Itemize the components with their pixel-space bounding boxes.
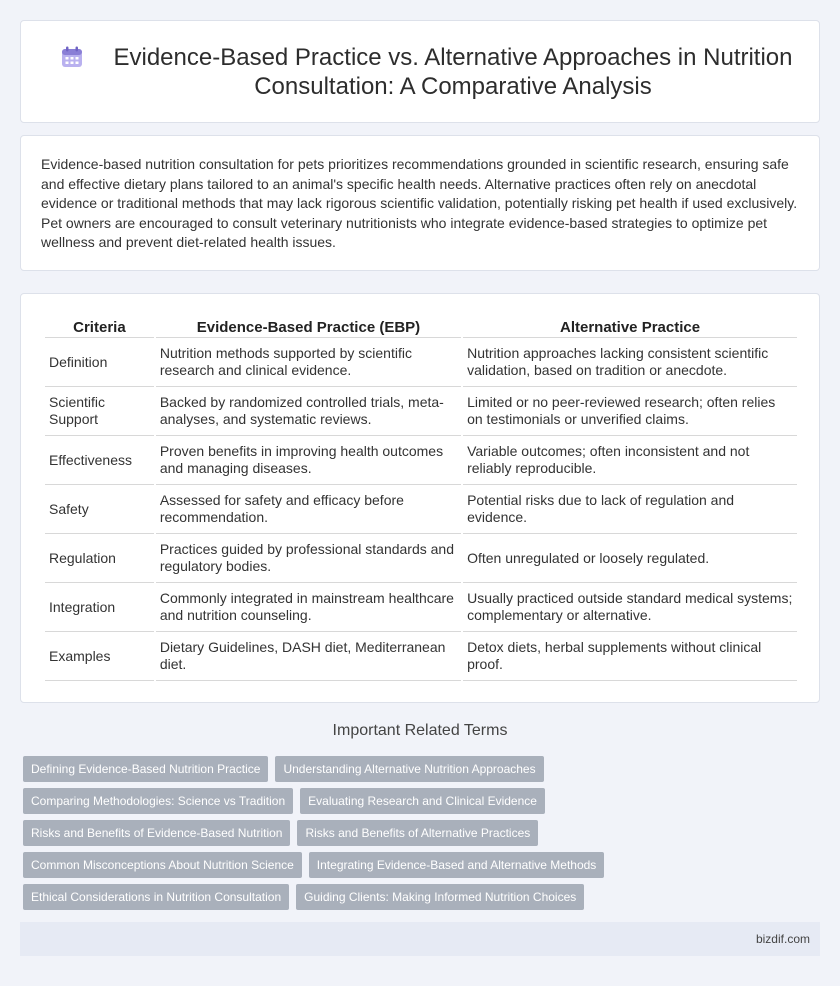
evidence-cell: Nutrition methods supported by scientific research and clinical evidence. [156, 338, 461, 387]
criteria-cell: Scientific Support [45, 387, 154, 436]
table-row [45, 632, 797, 681]
criteria-cell: Regulation [45, 534, 154, 583]
table-row [45, 485, 797, 534]
intro-paragraph: Evidence-based nutrition consultation for pets prioritizes recommendations grounded in scientific research, ensuring safe and effective dietary plans tailored to an animal's specific health needs. Alternative practices often rely on anecdotal evidence or traditional methods that may lack rigorous scientific validation, potentially risking pet health if used exclusively. Pet owners are encouraged to consult veterinary nutritionists who integrate evidence-based strategies to optimize pet wellness and prevent diet-related health issues. [41, 156, 798, 251]
evidence-cell: Dietary Guidelines, DASH diet, Mediterranean diet. [156, 632, 461, 681]
related-term-tag[interactable]: Guiding Clients: Making Informed Nutrition Choices [296, 884, 584, 910]
header-alternative: Alternative Practice [463, 314, 797, 338]
related-term-tag[interactable]: Risks and Benefits of Evidence-Based Nutrition [23, 820, 290, 846]
related-term-tag[interactable]: Common Misconceptions About Nutrition Science [23, 852, 302, 878]
table-row [45, 534, 797, 583]
table-header-row [45, 314, 797, 338]
related-term-tag[interactable]: Evaluating Research and Clinical Evidence [300, 788, 545, 814]
table-row [45, 583, 797, 632]
table-row [45, 436, 797, 485]
evidence-cell: Backed by randomized controlled trials, meta-analyses, and systematic reviews. [156, 387, 461, 436]
related-term-tag[interactable]: Ethical Considerations in Nutrition Consultation [23, 884, 289, 910]
criteria-cell: Effectiveness [45, 436, 154, 485]
evidence-cell: Proven benefits in improving health outcomes and managing diseases. [156, 436, 461, 485]
page-title: Evidence-Based Practice vs. Alternative Approaches in Nutrition Consultation: A Comparative Analysis [113, 43, 793, 100]
criteria-cell: Safety [45, 485, 154, 534]
calendar-icon [61, 46, 83, 68]
alternative-cell: Variable outcomes; often inconsistent and not reliably reproducible. [463, 436, 797, 485]
header-criteria: Criteria [45, 314, 154, 338]
footer [20, 922, 820, 956]
related-term-tag[interactable]: Integrating Evidence-Based and Alternative Methods [309, 852, 605, 878]
related-terms-list [23, 756, 819, 910]
evidence-cell: Practices guided by professional standards and regulatory bodies. [156, 534, 461, 583]
criteria-cell: Integration [45, 583, 154, 632]
alternative-cell: Usually practiced outside standard medical systems; complementary or alternative. [463, 583, 797, 632]
alternative-cell: Detox diets, herbal supplements without clinical proof. [463, 632, 797, 681]
evidence-cell: Commonly integrated in mainstream healthcare and nutrition counseling. [156, 583, 461, 632]
related-term-tag[interactable]: Risks and Benefits of Alternative Practices [297, 820, 538, 846]
related-term-tag[interactable]: Comparing Methodologies: Science vs Tradition [23, 788, 293, 814]
footer-site-link[interactable]: bizdif.com [755, 932, 810, 946]
comparison-table-card [20, 293, 820, 703]
related-terms-title: Important Related Terms [332, 722, 508, 739]
table-row [45, 338, 797, 387]
alternative-cell: Limited or no peer-reviewed research; often relies on testimonials or unverified claims. [463, 387, 797, 436]
alternative-cell: Often unregulated or loosely regulated. [463, 534, 797, 583]
table-row [45, 387, 797, 436]
comparison-table [43, 314, 799, 681]
evidence-cell: Assessed for safety and efficacy before recommendation. [156, 485, 461, 534]
header-evidence-based: Evidence-Based Practice (EBP) [156, 314, 461, 338]
header-card [20, 20, 820, 123]
criteria-cell: Examples [45, 632, 154, 681]
related-term-tag[interactable]: Defining Evidence-Based Nutrition Practice [23, 756, 268, 782]
alternative-cell: Nutrition approaches lacking consistent scientific validation, based on tradition or anecdote. [463, 338, 797, 387]
intro-card [20, 135, 820, 271]
alternative-cell: Potential risks due to lack of regulation and evidence. [463, 485, 797, 534]
criteria-cell: Definition [45, 338, 154, 387]
related-term-tag[interactable]: Understanding Alternative Nutrition Approaches [275, 756, 543, 782]
